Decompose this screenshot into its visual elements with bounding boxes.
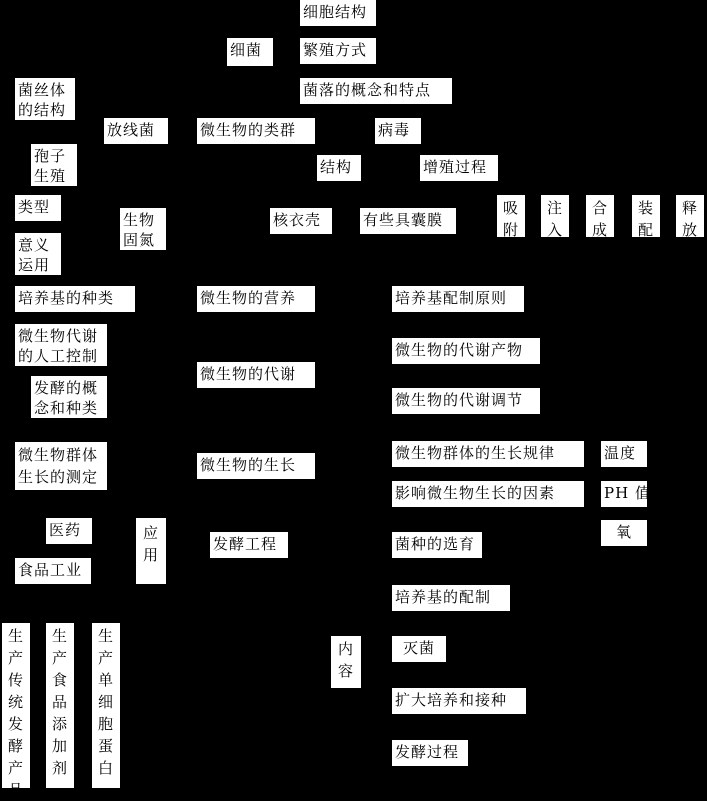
node-bacteria: 细菌 (227, 38, 273, 66)
node-nutrition: 微生物的营养 (197, 286, 315, 312)
node-factors: 影响微生物生长的因素 (392, 481, 584, 507)
node-growth-pattern: 微生物群体的生长规律 (392, 441, 584, 467)
node-inject: 注 入 (541, 195, 569, 237)
node-fermentation-process: 发酵过程 (392, 740, 468, 766)
node-sterilize: 灭菌 (392, 636, 446, 662)
node-microbe-groups: 微生物的类群 (197, 118, 315, 144)
node-nitrogen-fixation: 生物 固氮 (120, 208, 166, 250)
node-spore: 孢子 生殖 (31, 144, 77, 186)
node-population-measure: 微生物群体 生长的测定 (15, 442, 107, 490)
node-medicine: 医药 (46, 518, 92, 544)
node-envelope: 有些具囊膜 (360, 208, 456, 234)
node-capsid: 核衣壳 (270, 208, 332, 234)
node-metabolism: 微生物的代谢 (197, 362, 315, 388)
node-types: 类型 (15, 195, 61, 221)
node-proliferation: 增殖过程 (420, 155, 498, 181)
node-application: 应 用 (136, 518, 166, 584)
node-reproduction-mode: 繁殖方式 (300, 38, 376, 64)
node-significance: 意义 运用 (15, 233, 61, 275)
node-medium-principles: 培养基配制原则 (392, 286, 524, 312)
node-cell-structure: 细胞结构 (300, 0, 376, 26)
node-fermentation-eng: 发酵工程 (210, 532, 288, 558)
node-adsorb: 吸 附 (497, 195, 525, 237)
node-temperature: 温度 (601, 441, 647, 467)
node-release: 释 放 (676, 195, 704, 237)
node-scale-up: 扩大培养和接种 (392, 688, 526, 714)
node-food-industry: 食品工业 (15, 558, 91, 584)
node-content: 内 容 (331, 636, 361, 688)
node-ph: PH 值 (601, 481, 647, 507)
node-virus: 病毒 (375, 118, 421, 144)
node-growth: 微生物的生长 (197, 453, 315, 479)
node-structure: 结构 (317, 155, 361, 181)
node-medium-prep: 培养基的配制 (392, 585, 510, 611)
node-metabolic-regulation: 微生物的代谢调节 (392, 388, 540, 414)
node-colony: 菌落的概念和特点 (300, 78, 452, 104)
node-additives: 生 产 食 品 添 加 剂 (46, 623, 74, 788)
node-strain-selection: 菌种的选育 (392, 532, 482, 558)
node-actinomycetes: 放线菌 (104, 118, 168, 144)
node-assemble: 装 配 (632, 195, 660, 237)
node-scp: 生 产 单 细 胞 蛋 白 (92, 623, 120, 788)
node-medium-types: 培养基的种类 (15, 286, 135, 312)
node-mycelium: 菌丝体 的结构 (15, 78, 75, 120)
node-oxygen: 氧 (601, 520, 647, 546)
node-synthesize: 合 成 (586, 195, 614, 237)
node-fermentation-types: 发酵的概 念和种类 (31, 376, 107, 418)
node-metabolic-control: 微生物代谢 的人工控制 (15, 324, 107, 366)
node-metabolites: 微生物的代谢产物 (392, 338, 540, 364)
node-traditional: 生 产 传 统 发 酵 产 品 (2, 623, 30, 788)
